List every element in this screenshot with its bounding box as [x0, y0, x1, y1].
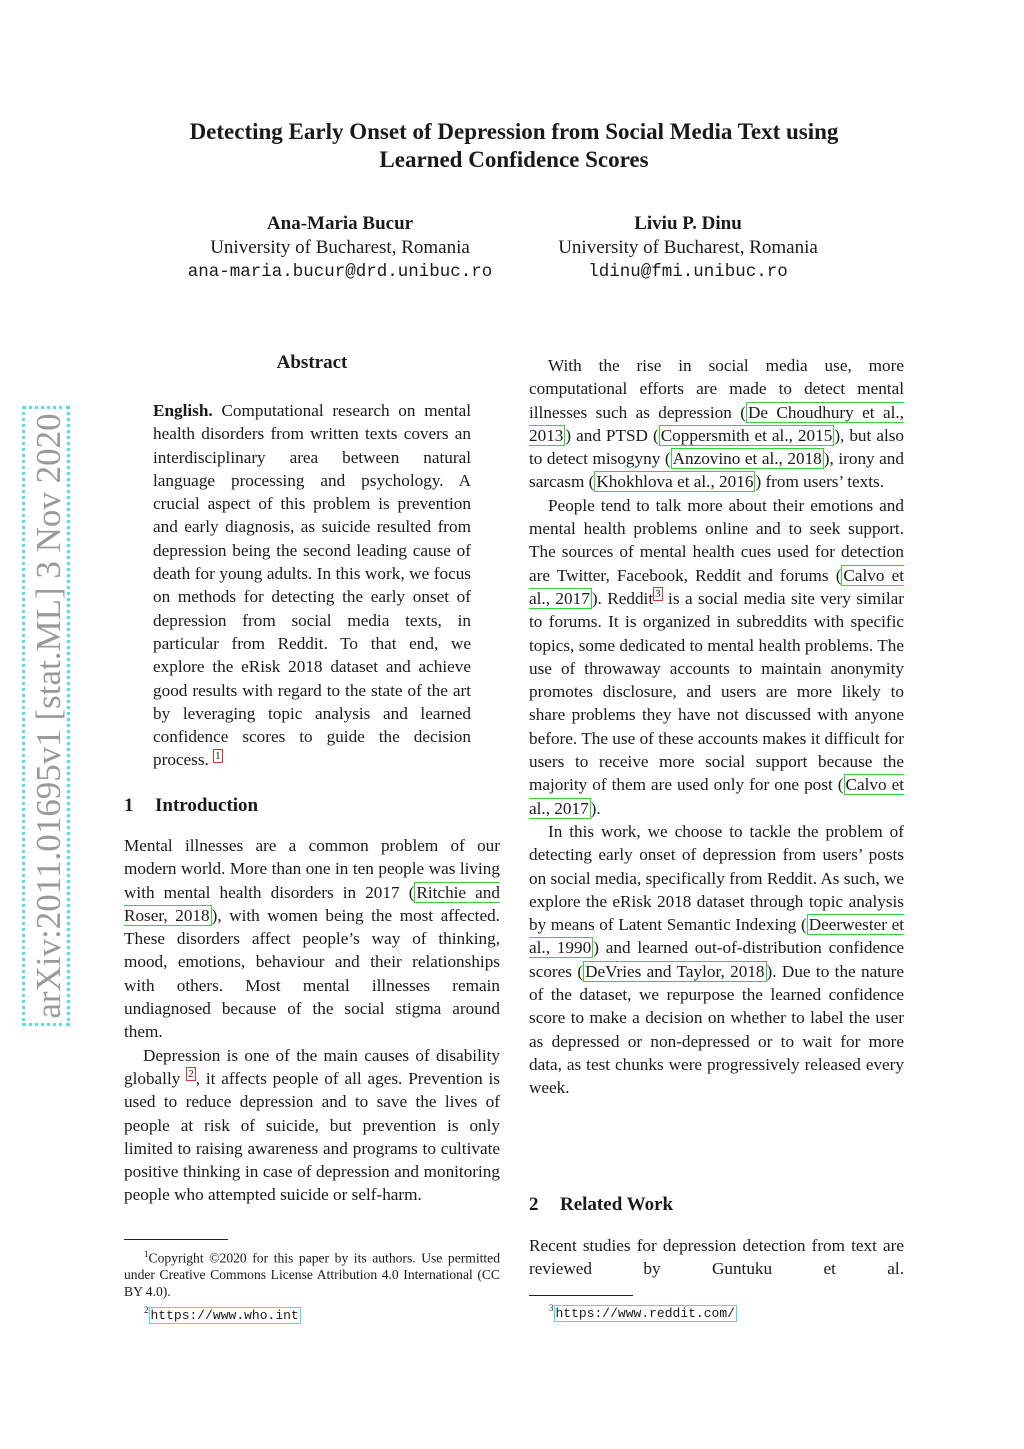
text-run: ), irony and sarcasm ( [529, 449, 904, 492]
text-run: Mental illnesses are a common problem of our modern world. More than one in ten people was living with mental health disorders in 2017 ( [124, 836, 500, 902]
citation-link[interactable]: De Choudhury et al., 2013 [529, 402, 904, 445]
intro-paragraph-2 [124, 1044, 500, 1207]
citation-link[interactable]: Ritchie and Roser, 2018 [124, 882, 500, 925]
intro-body [124, 834, 500, 1207]
citation-link[interactable]: Coppersmith et al., 2015 [660, 425, 833, 445]
abstract-body: Computational research on mental health disorders from written texts covers an interdisciplinary area between natural language processing and psychology. A crucial aspect of this problem is prevention and early diagnosis, as suicide resulted from depression being the second leading cause of death for young adults. In this work, we focus on methods for detecting the early onset of depression from social media texts, in particular from Reddit. To that end, we explore the eRisk 2018 dataset and achieve good results with regard to the state of the art by leveraging topic analysis and learned confidence scores to guide the decision process. [153, 401, 471, 770]
footnote-mark: 2 [144, 1305, 149, 1316]
right-paragraph-1 [529, 354, 904, 494]
title-line-1: Detecting Early Onset of Depression from Social Media Text using [189, 119, 839, 144]
footnote-url-link[interactable]: https://www.reddit.com/ [555, 1305, 735, 1321]
text-run: ). Reddit [591, 588, 654, 608]
footnote-ref-3[interactable]: 3 [655, 588, 661, 601]
section-number: 2 [529, 1194, 539, 1215]
text-run: Depression is one of the main causes of disability globally [124, 1045, 500, 1088]
title-line-2: Learned Confidence Scores [379, 147, 649, 172]
text-run: ). [590, 798, 601, 818]
right-paragraph-3 [529, 820, 904, 1100]
citation-link[interactable]: Deerwester et al., 1990 [529, 915, 904, 958]
section-heading-introduction [124, 795, 258, 817]
author-block-2 [478, 212, 898, 284]
arxiv-stamp[interactable]: arXiv:2011.01695v1 [stat.ML] 3 Nov 2020 [22, 406, 70, 1026]
footnote-rule [124, 1239, 228, 1240]
footnote-mark: 3 [549, 1303, 554, 1313]
right-paragraph-2 [529, 494, 904, 820]
text-run: In this work, we choose to tackle the problem of detecting early onset of depression from users’ posts on social media, specifically from Reddit. As such, we explore the eRisk 2018 dataset through topic analysis by means of Latent Semantic Indexing ( [529, 821, 904, 935]
abstract-heading: Abstract [276, 352, 348, 373]
footnote-text: Copyright ©2020 for this paper by its authors. Use permitted under Creative Commons License Attribution 4.0 International (CC BY 4.0). [124, 1250, 500, 1299]
text-run: ) and learned out-of-distribution confidence scores ( [529, 938, 904, 981]
footnote-mark: 1 [144, 1249, 149, 1259]
text-run: ) and PTSD ( [565, 425, 659, 445]
text-run: With the rise in social media use, more computational efforts are made to detect mental illnesses such as depression ( [529, 356, 904, 422]
text-run: People tend to talk more about their emotions and mental health problems online and to seek support. The sources of mental health cues used for detection are Twitter, Facebook, Reddit and forums ( [529, 495, 904, 585]
citation-link[interactable]: Anzovino et al., 2018 [672, 449, 822, 469]
footnotes-left [124, 1246, 500, 1324]
text-run: is a social media site very similar to forums. It is organized in subreddits with specific topics, some dedicated to mental health problems. The use of throwaway accounts to maintain anonymity promotes disclosure, and users are more likely to share problems they have not discussed with anyone before. The use of these accounts makes it difficult for users to receive more social support because the majority of them are used only for one post ( [529, 588, 904, 795]
author-email[interactable]: ana-maria.bucur@drd.unibuc.ro [187, 262, 493, 282]
author-affiliation: University of Bucharest, Romania [558, 237, 818, 258]
footnote-3 [549, 1300, 737, 1322]
footnote-url-link[interactable]: https://www.who.int [150, 1307, 299, 1323]
citation-link[interactable]: Khokhlova et al., 2016 [596, 472, 754, 492]
abstract-lang: English. [153, 401, 213, 420]
paper-title [100, 118, 928, 174]
text-run: , it affects people of all ages. Prevention is used to reduce depression and to save the lives of people at risk of suicide, but prevention is only limited to raising awareness and programs to cultivate positive thinking in case of depression and monitoring people who attempted suicide or self-harm. [124, 1068, 500, 1205]
footnote-rule [529, 1295, 633, 1296]
text-run: ), with women being the most affected. These disorders affect people’s way of thinking, mood, emotions, behaviour and their relationships with others. Most mental illnesses remain undiagnosed because of the social stigma around them. [124, 905, 500, 1042]
abstract-text [153, 399, 471, 772]
footnote-ref-1[interactable]: 1 [215, 749, 221, 762]
author-email[interactable]: ldinu@fmi.unibuc.ro [588, 262, 788, 282]
citation-link[interactable]: Calvo et al., 2017 [529, 775, 904, 818]
text-run: ) from users’ texts. [755, 472, 884, 492]
section-heading-related-work [529, 1194, 673, 1216]
intro-paragraph-1 [124, 834, 500, 1044]
section-title: Introduction [155, 795, 259, 816]
author-name: Liviu P. Dinu [634, 213, 742, 234]
footnote-ref-2[interactable]: 2 [188, 1068, 194, 1081]
citation-link[interactable]: DeVries and Taylor, 2018 [585, 961, 765, 981]
footnote-2 [124, 1302, 500, 1324]
section-title: Related Work [560, 1194, 674, 1215]
author-name: Ana-Maria Bucur [266, 213, 414, 234]
text-run: ). Due to the nature of the dataset, we repurpose the learned confidence score to make a decision on whether to label the user as depressed or non-depressed or to wait for more data, as test chunks were progressively released every week. [529, 961, 904, 1098]
citation-link[interactable]: Calvo et al., 2017 [529, 565, 904, 608]
section-number: 1 [124, 795, 134, 816]
right-column-body [529, 354, 904, 1100]
author-affiliation: University of Bucharest, Romania [210, 237, 470, 258]
related-work-paragraph: Recent studies for depression detection from text are reviewed by Guntuku et al. [529, 1236, 904, 1279]
text-run: ), but also to detect misogyny ( [529, 425, 905, 469]
footnote-1 [124, 1246, 500, 1300]
